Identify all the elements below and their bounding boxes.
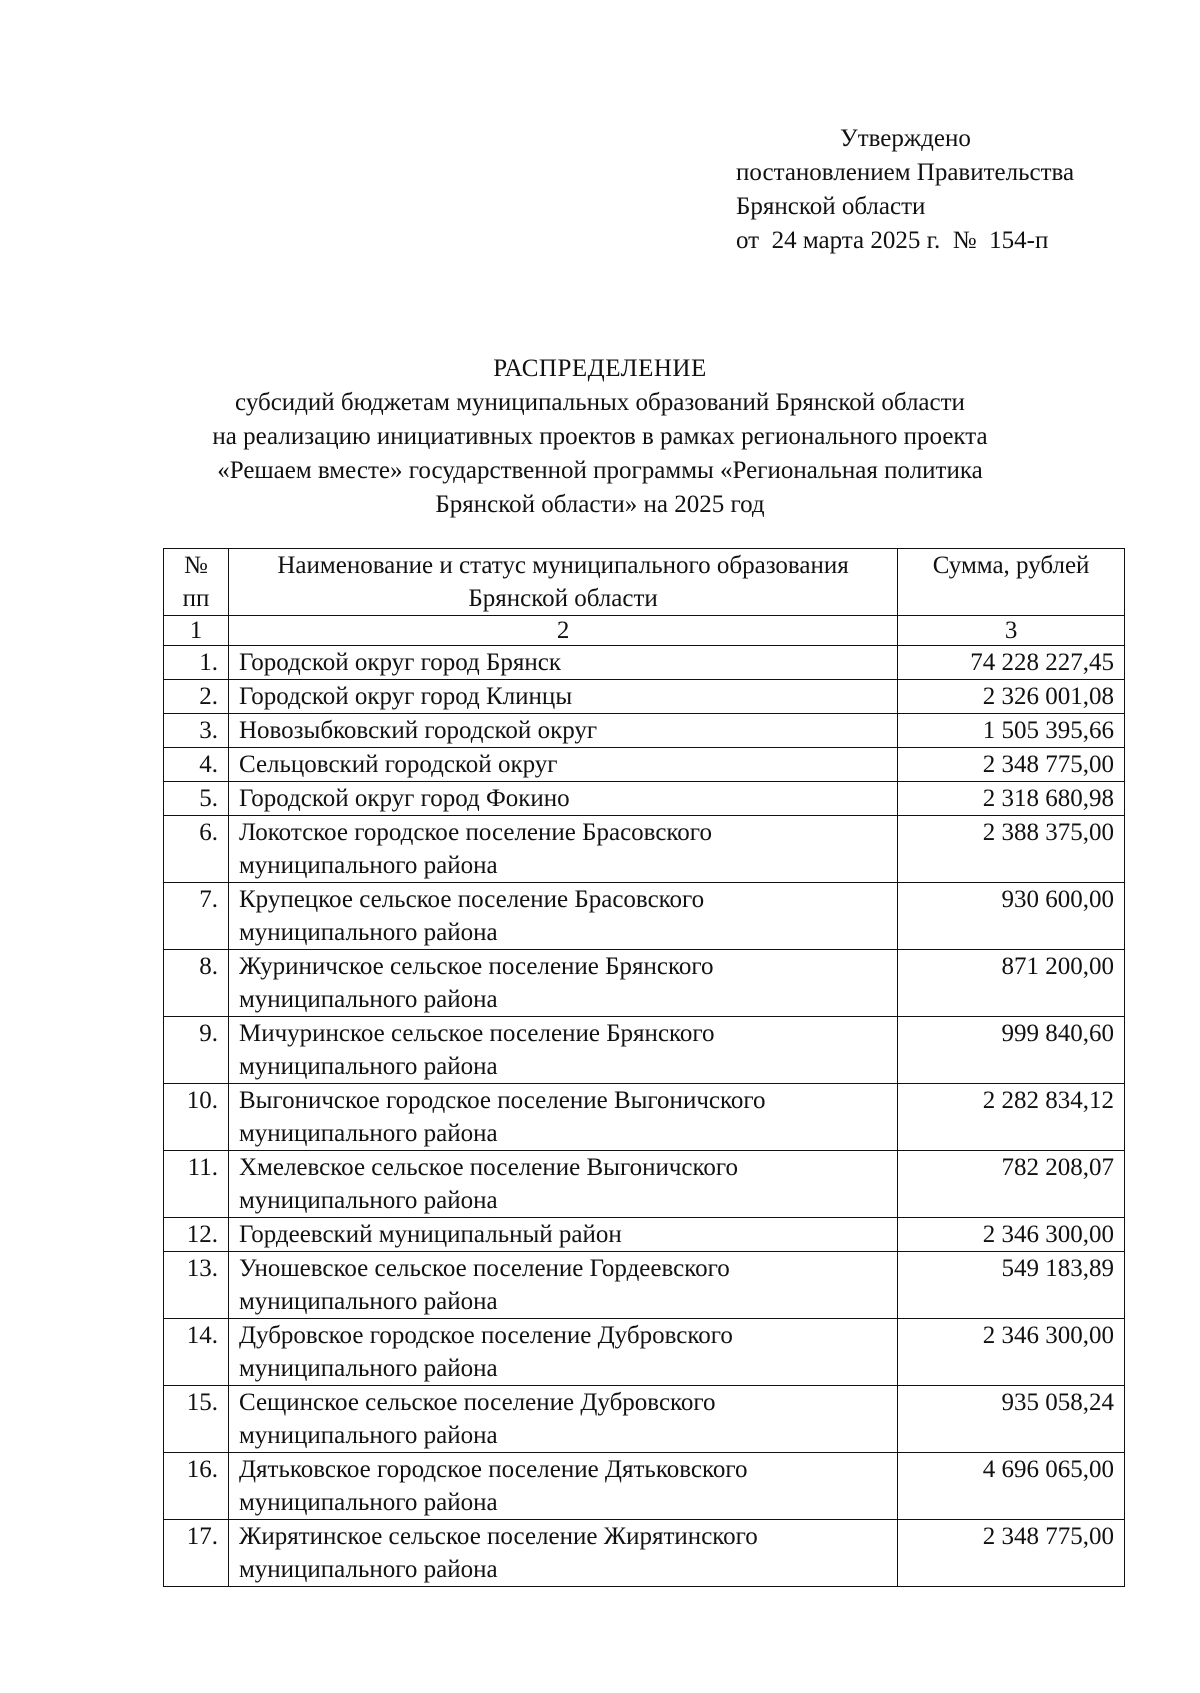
table-row: [164, 1218, 1125, 1252]
heading-line-1: субсидий бюджетам муниципальных образований Брянской области: [235, 389, 965, 416]
table-row: [164, 883, 1125, 950]
row-number: 10.: [164, 1084, 229, 1151]
row-name: Новозыбковский городской округ: [228, 714, 897, 748]
row-sum: 2 326 001,08: [898, 680, 1125, 714]
row-number: 5.: [164, 782, 229, 816]
table-row: [164, 1017, 1125, 1084]
approval-line-3: Брянской области: [736, 193, 926, 220]
table-row: [164, 680, 1125, 714]
row-sum: 2 348 775,00: [898, 1520, 1125, 1587]
approval-line-4: от 24 марта 2025 г. № 154-п: [736, 227, 1049, 254]
column-index: 1: [164, 616, 229, 646]
column-index: 2: [228, 616, 897, 646]
row-sum: 871 200,00: [898, 950, 1125, 1017]
row-name: Дубровское городское поселение Дубровского муниципального района: [228, 1319, 897, 1386]
row-number: 17.: [164, 1520, 229, 1587]
row-sum: 930 600,00: [898, 883, 1125, 950]
row-sum: 2 318 680,98: [898, 782, 1125, 816]
heading-line-2: на реализацию инициативных проектов в рамках регионального проекта: [212, 423, 988, 450]
table-row: [164, 1453, 1125, 1520]
row-sum: 4 696 065,00: [898, 1453, 1125, 1520]
row-name: Мичуринское сельское поселение Брянского муниципального района: [228, 1017, 897, 1084]
table-row: [164, 1252, 1125, 1319]
column-index: 3: [898, 616, 1125, 646]
row-name: Дятьковское городское поселение Дятьковского муниципального района: [228, 1453, 897, 1520]
header-name: Наименование и статус муниципального образования Брянской области: [228, 549, 897, 616]
row-name: Крупецкое сельское поселение Брасовского муниципального района: [228, 883, 897, 950]
table-row: [164, 816, 1125, 883]
row-name: Гордеевский муниципальный район: [228, 1218, 897, 1252]
row-sum: 2 346 300,00: [898, 1218, 1125, 1252]
table-row: [164, 782, 1125, 816]
row-number: 6.: [164, 816, 229, 883]
row-sum: 2 388 375,00: [898, 816, 1125, 883]
row-sum: 549 183,89: [898, 1252, 1125, 1319]
row-sum: 2 346 300,00: [898, 1319, 1125, 1386]
row-number: 1.: [164, 646, 229, 680]
row-name: Локотское городское поселение Брасовского муниципального района: [228, 816, 897, 883]
row-number: 8.: [164, 950, 229, 1017]
distribution-table: [163, 548, 1125, 1587]
row-name: Городской округ город Клинцы: [228, 680, 897, 714]
table-row: [164, 1386, 1125, 1453]
row-number: 16.: [164, 1453, 229, 1520]
document-title: РАСПРЕДЕЛЕНИЕ: [493, 355, 707, 382]
row-number: 7.: [164, 883, 229, 950]
row-number: 4.: [164, 748, 229, 782]
table-row: [164, 950, 1125, 1017]
column-index-row: [164, 616, 1125, 646]
heading-line-4: Брянской области» на 2025 год: [435, 491, 765, 518]
table-row: [164, 714, 1125, 748]
row-sum: 999 840,60: [898, 1017, 1125, 1084]
row-name: Выгоничское городское поселение Выгоничского муниципального района: [228, 1084, 897, 1151]
approval-stamp: [736, 122, 1176, 258]
row-name: Уношевское сельское поселение Гордеевского муниципального района: [228, 1252, 897, 1319]
row-number: 3.: [164, 714, 229, 748]
table-row: [164, 1084, 1125, 1151]
header-sum: Сумма, рублей: [898, 549, 1125, 616]
row-name: Городской округ город Брянск: [228, 646, 897, 680]
row-name: Жирятинское сельское поселение Жирятинского муниципального района: [228, 1520, 897, 1587]
table-row: [164, 646, 1125, 680]
table-body: [164, 646, 1125, 1587]
document-heading: [150, 352, 1050, 522]
row-number: 14.: [164, 1319, 229, 1386]
table-header-row: [164, 549, 1125, 616]
approval-line-2: постановлением Правительства: [736, 159, 1075, 186]
row-number: 15.: [164, 1386, 229, 1453]
row-sum: 2 348 775,00: [898, 748, 1125, 782]
approval-line-1: Утверждено: [840, 125, 971, 152]
table-row: [164, 1151, 1125, 1218]
row-number: 2.: [164, 680, 229, 714]
table-row: [164, 1319, 1125, 1386]
table-row: [164, 748, 1125, 782]
row-sum: 935 058,24: [898, 1386, 1125, 1453]
table-row: [164, 1520, 1125, 1587]
row-name: Сещинское сельское поселение Дубровского муниципального района: [228, 1386, 897, 1453]
heading-line-3: «Решаем вместе» государственной программы «Региональная политика: [217, 457, 983, 484]
row-number: 9.: [164, 1017, 229, 1084]
row-number: 11.: [164, 1151, 229, 1218]
row-number: 12.: [164, 1218, 229, 1252]
row-sum: 782 208,07: [898, 1151, 1125, 1218]
header-number: № пп: [164, 549, 229, 616]
row-sum: 2 282 834,12: [898, 1084, 1125, 1151]
row-sum: 74 228 227,45: [898, 646, 1125, 680]
row-name: Городской округ город Фокино: [228, 782, 897, 816]
row-name: Хмелевское сельское поселение Выгоничского муниципального района: [228, 1151, 897, 1218]
row-number: 13.: [164, 1252, 229, 1319]
row-sum: 1 505 395,66: [898, 714, 1125, 748]
row-name: Сельцовский городской округ: [228, 748, 897, 782]
row-name: Журиничское сельское поселение Брянского муниципального района: [228, 950, 897, 1017]
